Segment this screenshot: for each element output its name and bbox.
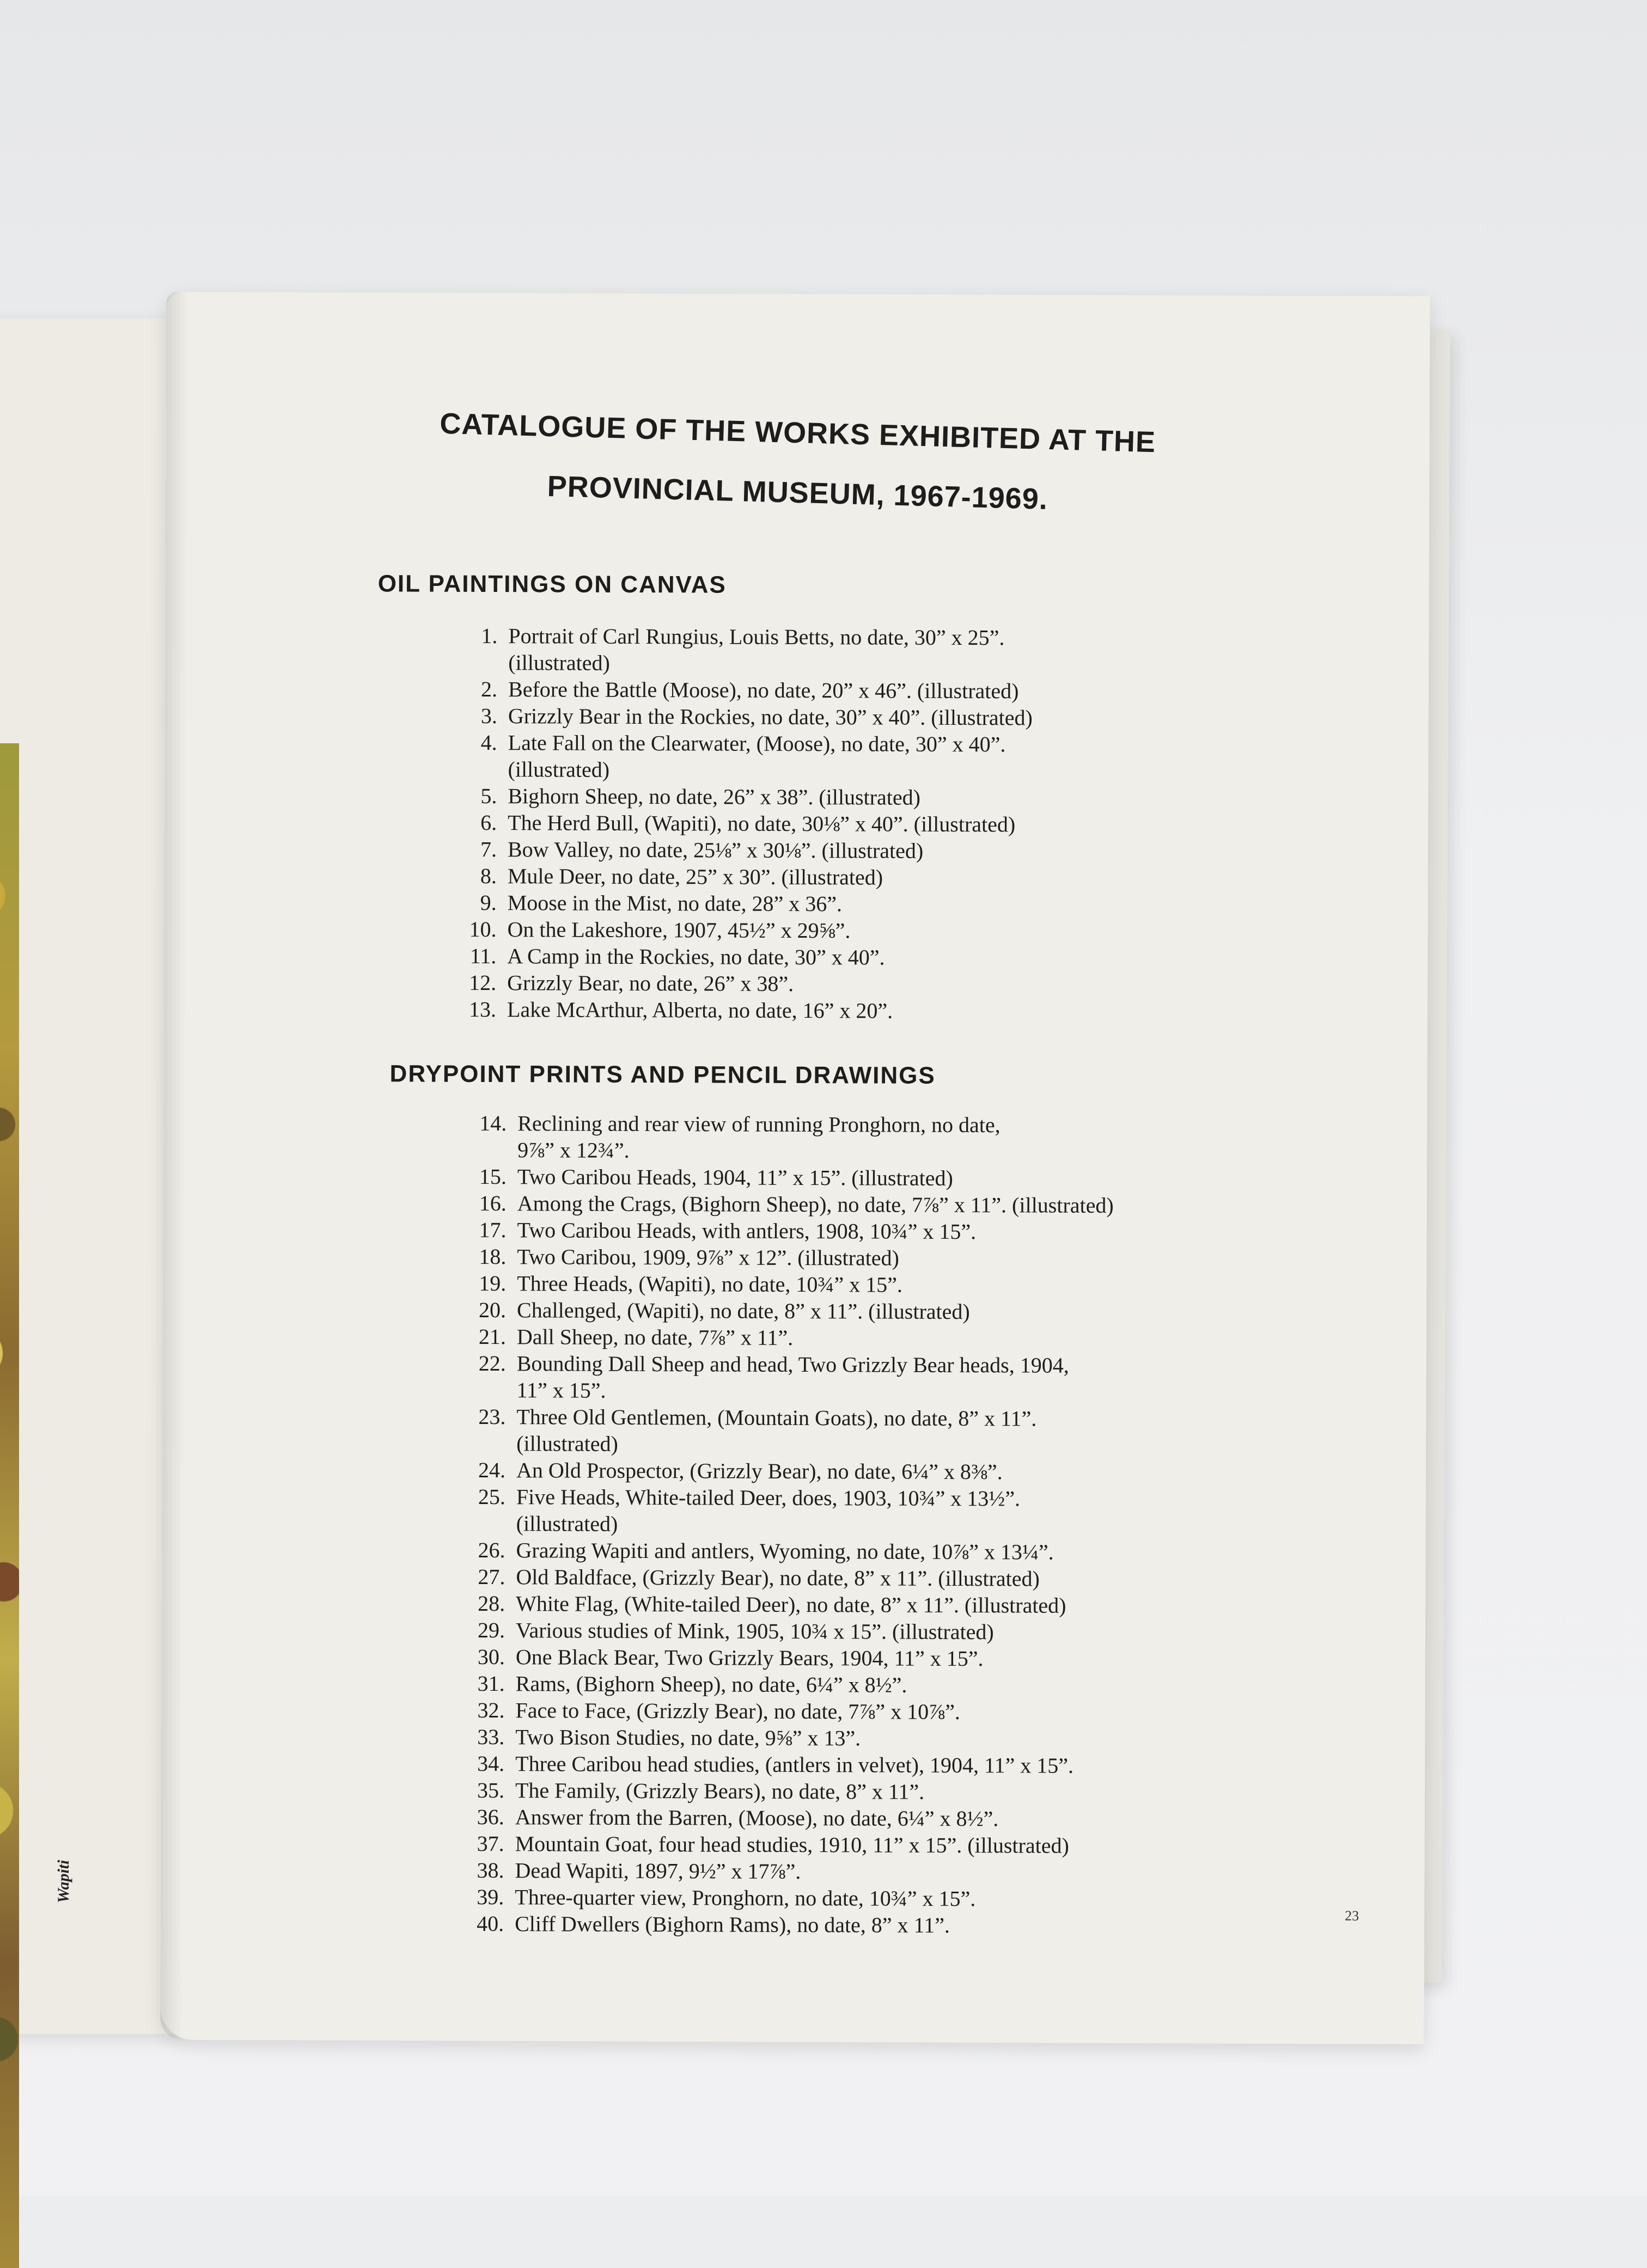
item-text: Cliff Dwellers (Bighorn Rams), no date, 8” x 11”. [515,1911,950,1937]
item-text: Grizzly Bear in the Rockies, no date, 30” x 40”. (illustrated) [508,704,1033,730]
item-text: Three Old Gentlemen, (Mountain Goats), no date, 8” x 11”. [516,1404,1037,1431]
item-text: Portrait of Carl Rungius, Louis Betts, no date, 30” x 25”. [508,623,1005,650]
catalogue-item [467,1350,1113,1405]
item-number: 9. [480,890,497,915]
catalogue-item [459,676,1033,705]
catalogue-item [459,863,1032,891]
item-continuation: (illustrated) [516,1431,618,1456]
catalogue-item [467,1643,1112,1672]
item-text: Dall Sheep, no date, 7⅞” x 11”. [516,1324,794,1350]
catalogue-item [467,1617,1112,1646]
item-text: Answer from the Barren, (Moose), no date, 6¼” x 8½”. [515,1805,999,1831]
item-number: 1. [481,623,498,649]
item-text: Old Baldface, (Grizzly Bear), no date, 8” x 11”. (illustrated) [516,1564,1040,1591]
catalogue-item [468,1270,1113,1299]
item-text: Bighorn Sheep, no date, 26” x 38”. (illustrated) [508,784,921,810]
painting-caption: Wapiti [54,1860,72,1903]
item-number: 4. [480,730,497,755]
catalogue-item [467,1670,1112,1699]
item-text: Mule Deer, no date, 25” x 30”. (illustrated) [507,864,883,890]
item-number: 21. [478,1324,506,1349]
item-text: Two Caribou Heads, 1904, 11” x 15”. (illustrated) [517,1164,954,1191]
catalogue-item [467,1457,1113,1485]
item-text: On the Lakeshore, 1907, 45½” x 29⅝”. [507,917,851,943]
item-number: 15. [479,1164,507,1189]
catalogue-item [459,622,1033,678]
section-heading-drypoint: DRYPOINT PRINTS AND PENCIL DRAWINGS [389,1060,936,1089]
catalogue-item [458,969,1032,998]
title-line: PROVINCIAL MUSEUM, 1967-1969. [547,469,1048,516]
item-text: The Family, (Grizzly Bears), no date, 8” x 11”. [515,1778,925,1804]
catalogue-item [466,1830,1112,1859]
catalogue-item [459,729,1032,785]
item-number: 12. [469,970,497,995]
item-text: Grazing Wapiti and antlers, Wyoming, no date, 10⅞” x 13¼”. [516,1538,1054,1564]
item-text: Three Caribou head studies, (antlers in velvet), 1904, 11” x 15”. [515,1751,1074,1778]
catalogue-item [466,1857,1111,1886]
catalogue-page [160,292,1430,2044]
item-number: 6. [480,810,497,835]
item-number: 26. [478,1537,505,1563]
catalogue-item [467,1403,1113,1459]
catalogue-item [468,1216,1114,1245]
title-line: CATALOGUE OF THE WORKS EXHIBITED AT THE [439,407,1156,459]
catalogue-item [466,1750,1112,1779]
item-continuation: 11” x 15”. [516,1378,606,1403]
item-number: 14. [479,1110,507,1136]
item-number: 30. [477,1644,505,1670]
catalogue-item [466,1884,1111,1912]
catalogue-item [468,1323,1113,1352]
item-text: Three Heads, (Wapiti), no date, 10¾” x 15”. [517,1271,902,1297]
item-number: 29. [477,1617,505,1643]
item-text: A Camp in the Rockies, no date, 30” x 40”. [507,944,885,970]
item-number: 10. [469,916,497,942]
item-text: Face to Face, (Grizzly Bear), no date, 7⅞” x 10⅞”. [515,1698,960,1725]
item-number: 22. [478,1350,506,1376]
painting-image [0,743,19,2268]
item-number: 35. [477,1777,505,1803]
item-text: An Old Prospector, (Grizzly Bear), no date, 6¼” x 8⅜”. [516,1458,1003,1484]
item-text: Five Heads, White-tailed Deer, does, 1903, 10¾” x 13½”. [516,1484,1021,1511]
item-number: 27. [478,1564,505,1590]
item-text: Rams, (Bighorn Sheep), no date, 6¼” x 8½”. [515,1671,907,1697]
catalogue-item [468,1297,1113,1325]
item-number: 33. [477,1724,505,1750]
item-number: 39. [477,1884,504,1910]
item-text: Challenged, (Wapiti), no date, 8” x 11”. (illustrated) [517,1298,970,1324]
oil-paintings-list [458,622,1033,1025]
item-number: 7. [480,836,497,862]
item-number: 34. [477,1751,505,1776]
item-text: Late Fall on the Clearwater, (Moose), no date, 30” x 40”. [508,730,1006,757]
item-number: 24. [478,1457,506,1483]
item-continuation: (illustrated) [508,757,610,782]
item-text: Mountain Goat, four head studies, 1910, 11” x 15”. (illustrated) [515,1831,1069,1858]
left-page [0,319,180,2034]
catalogue-item [458,916,1032,945]
catalogue-item [459,836,1032,865]
item-text: Two Caribou, 1909, 9⅞” x 12”. (illustrated) [517,1244,900,1270]
catalogue-item [466,1804,1112,1832]
item-text: Bounding Dall Sheep and head, Two Grizzly Bear heads, 1904, [516,1351,1069,1378]
item-text: Dead Wapiti, 1897, 9½” x 17⅞”. [515,1858,801,1884]
catalogue-item [459,809,1032,838]
catalogue-item [468,1190,1114,1219]
item-number: 8. [480,863,497,889]
item-text: Moose in the Mist, no date, 28” x 36”. [507,890,843,916]
item-text: Grizzly Bear, no date, 26” x 38”. [507,970,794,996]
item-text: Reclining and rear view of running Pronghorn, no date, [517,1111,1001,1138]
catalogue-item [468,1110,1114,1165]
section-heading-oil: OIL PAINTINGS ON CANVAS [377,570,727,598]
page-number: 23 [1345,1908,1359,1924]
item-text: The Herd Bull, (Wapiti), no date, 30⅛” x 40”. (illustrated) [508,810,1016,837]
item-continuation: (illustrated) [516,1511,618,1536]
page-title [166,401,1430,525]
catalogue-item [459,889,1032,918]
catalogue-item [466,1777,1112,1806]
catalogue-item [467,1590,1112,1619]
catalogue-item [468,1163,1114,1192]
item-text: Lake McArthur, Alberta, no date, 16” x 20”. [507,997,893,1023]
item-text: Various studies of Mink, 1905, 10¾ x 15”. (illustrated) [515,1618,994,1645]
catalogue-item [467,1537,1112,1566]
item-number: 37. [477,1831,504,1856]
item-number: 32. [477,1697,505,1723]
catalogue-item [468,1243,1113,1272]
item-text: One Black Bear, Two Grizzly Bears, 1904, 11” x 15”. [515,1645,984,1671]
catalogue-item [459,702,1033,731]
item-text: Among the Crags, (Bighorn Sheep), no date, 7⅞” x 11”. (illustrated) [517,1191,1114,1218]
item-continuation: (illustrated) [508,650,610,675]
catalogue-item [466,1910,1111,1939]
item-number: 5. [480,783,497,809]
item-number: 2. [480,676,498,702]
item-number: 31. [477,1671,505,1696]
item-number: 16. [479,1190,507,1216]
item-number: 19. [479,1270,507,1296]
item-number: 17. [479,1217,507,1243]
item-text: Bow Valley, no date, 25⅛” x 30⅛”. (illustrated) [507,837,924,863]
item-number: 25. [478,1484,505,1509]
item-number: 38. [477,1857,504,1883]
catalogue-item [466,1723,1112,1752]
item-text: Before the Battle (Moose), no date, 20” x 46”. (illustrated) [508,677,1019,704]
catalogue-item [459,783,1032,811]
catalogue-item [466,1697,1112,1726]
item-text: Two Bison Studies, no date, 9⅝” x 13”. [515,1725,861,1751]
item-text: Two Caribou Heads, with antlers, 1908, 10¾” x 15”. [517,1218,977,1244]
catalogue-item [458,943,1032,971]
item-text: Three-quarter view, Pronghorn, no date, 10¾” x 15”. [515,1885,976,1911]
catalogue-item [458,996,1032,1025]
item-number: 13. [468,997,497,1022]
catalogue-item [467,1563,1112,1592]
item-number: 20. [479,1297,507,1323]
item-number: 28. [478,1591,505,1616]
item-number: 11. [469,943,497,969]
item-number: 23. [478,1404,506,1429]
item-number: 40. [477,1911,504,1936]
catalogue-item [467,1483,1113,1539]
drypoint-list [466,1110,1114,1939]
item-text: White Flag, (White-tailed Deer), no date, 8” x 11”. (illustrated) [516,1591,1066,1618]
item-continuation: 9⅞” x 12¾”. [517,1138,630,1163]
item-number: 3. [480,703,497,729]
item-number: 36. [477,1804,504,1830]
item-number: 18. [479,1244,507,1269]
